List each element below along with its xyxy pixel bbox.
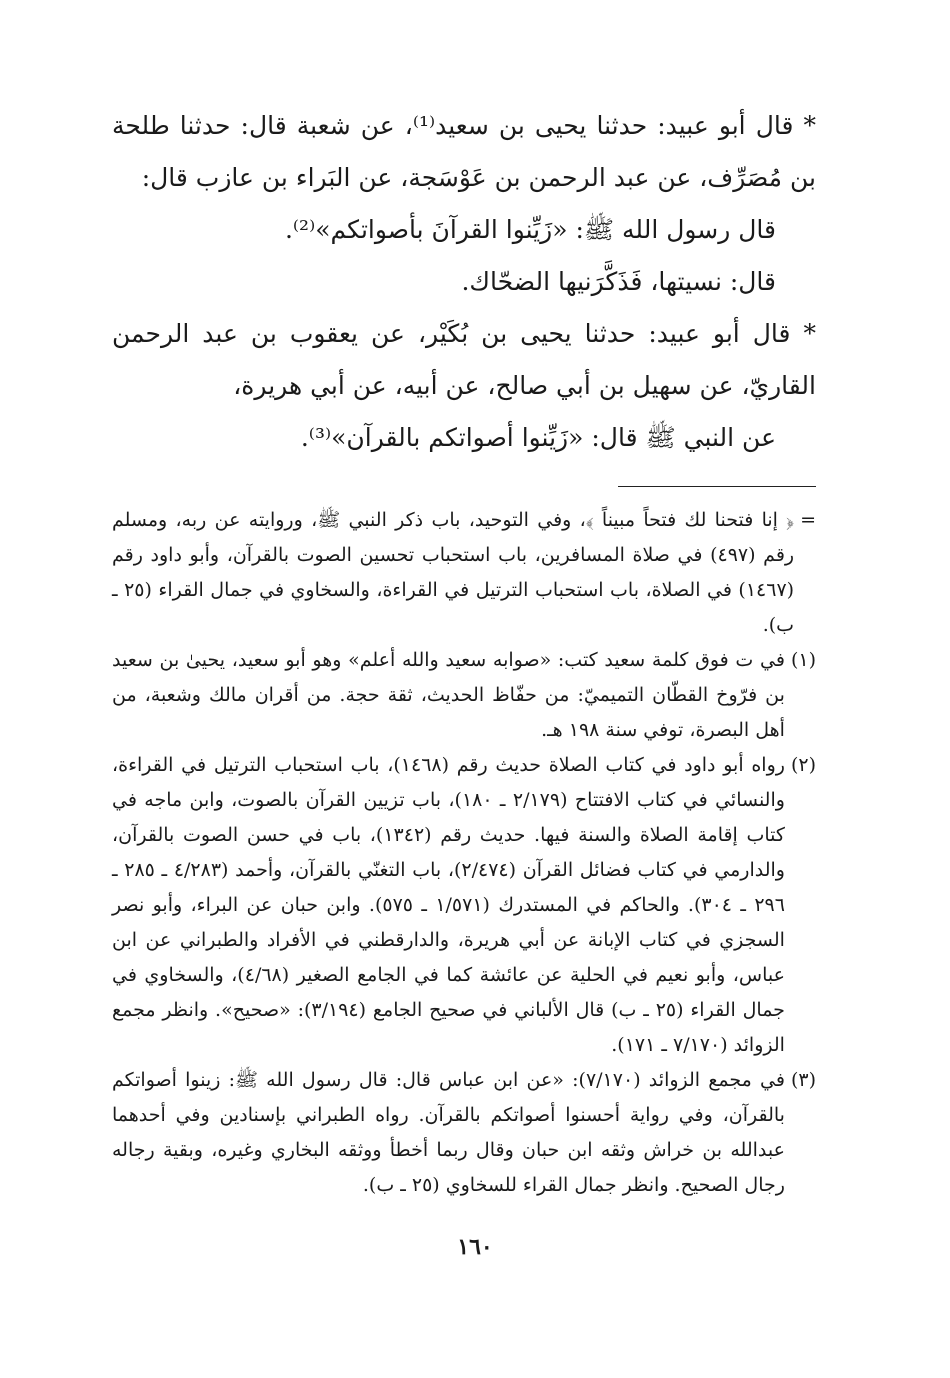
footnote-text: ﴿ إنا فتحنا لك فتحاً مبيناً ﴾، وفي التوحيد، باب ذكر النبي ﷺ، وروايته عن ربه، ومسلم رقم (٤٩٧) في صلاة المسافرين، باب استحباب تحسين الصوت بالقرآن، وأبو داود رقم (١٤٦٧) في الصلاة، باب استحباب الترتيل في القراءة، والسخاوي في جمال القراء (٢٥ ـ ب). [112,509,795,636]
paragraph-3: قال: نسيتها، فَذَكَّرَنيها الضحّاك. [461,267,776,296]
paragraph-4: * قال أبو عبيد: حدثنا يحيى بن بُكَيْر، عن يعقوب بن عبد الرحمن القاريّ، عن سهيل بن أبي صالح، عن أبيه، عن أبي هريرة، [112,319,816,400]
paragraph-1: * قال أبو عبيد: حدثنا يحيى بن سعيد⁽¹⁾، عن شعبة قال: حدثنا طلحة بن مُصَرِّف، عن عبد الرحمن بن عَوْسَجة، عن البَراء بن عازب قال: [112,111,816,192]
footnote-marker: (٣) [790,1069,816,1091]
footnote-marker: = [800,509,816,531]
footnote-text: رواه أبو داود في كتاب الصلاة حديث رقم (١٤٦٨)، باب استحباب الترتيل في القراءة، والنسائي في كتاب الافتتاح (٢/١٧٩ ـ ١٨٠)، باب تزيين القرآن بالصوت، وابن ماجه في كتاب إقامة الصلاة والسنة فيها. حديث رقم (١٣٤٢)، باب في حسن الصوت بالقرآن، والدارمي في كتاب فضائل القرآن (٢/٤٧٤)، باب التغنّي بالقرآن، وأحمد (٤/٢٨٣ ـ ٢٨٥ ـ ٢٩٦ ـ ٣٠٤). والحاكم في المستدرك (١/٥٧١ ـ ٥٧٥). وابن حبان عن البراء، وأبو نصر السجزي في كتاب الإبانة عن أبي هريرة، والدارقطني في الأفراد والطبراني عن ابن عباس، وأبو نعيم في الحلية عن عائشة كما في الجامع الصغير (٤/٦٨)، والسخاوي في جمال القراء (٢٥ ـ ب) قال الألباني في صحيح الجامع (٣/١٩٤): «صحيح». وانظر مجمع الزوائد (٧/١٧٠ ـ ١٧١). [112,754,785,1056]
footnote-text: في مجمع الزوائد (٧/١٧٠): «عن ابن عباس قال: قال رسول الله ﷺ: زينوا أصواتكم بالقرآن، وفي رواية أحسنوا أصواتكم بالقرآن. رواه الطبراني بإسنادين وفي أحدهما عبدالله بن خراش وثقه ابن حبان وقال ربما أخطأ ووثقه البخاري وغيره، وبقية رجاله رجال الصحيح. وانظر جمال القراء للسخاوي (٢٥ ـ ب). [112,1069,785,1196]
footnotes [112,503,816,1203]
footnote-text: في ت فوق كلمة سعيد كتب: «صوابه سعيد والله أعلم» وهو أبو سعيد، يحيىٰ بن سعيد بن فرّوخ القطّان التميميّ: من حفّاظ الحديث، ثقة حجة. من أقران مالك وشعبة، من أهل البصرة، توفي سنة ١٩٨ هـ. [112,649,785,741]
footnote-marker: (١) [790,649,816,671]
footnote-3 [112,1063,816,1203]
footnote-2 [112,748,816,1063]
paragraph-2: قال رسول الله ﷺ: «زَيِّنوا القرآنَ بأصواتكم»⁽²⁾. [284,215,776,244]
footnote-continuation [112,503,816,643]
footnote-1 [112,643,816,748]
footnote-separator [618,486,816,487]
page-number: ١٦٠ [457,1234,493,1260]
paragraph-5: عن النبي ﷺ قال: «زَيِّنوا أصواتكم بالقرآن»⁽³⁾. [300,423,776,452]
main-text [112,100,816,464]
page-body [112,100,816,1203]
footnote-marker: (٢) [790,754,816,776]
